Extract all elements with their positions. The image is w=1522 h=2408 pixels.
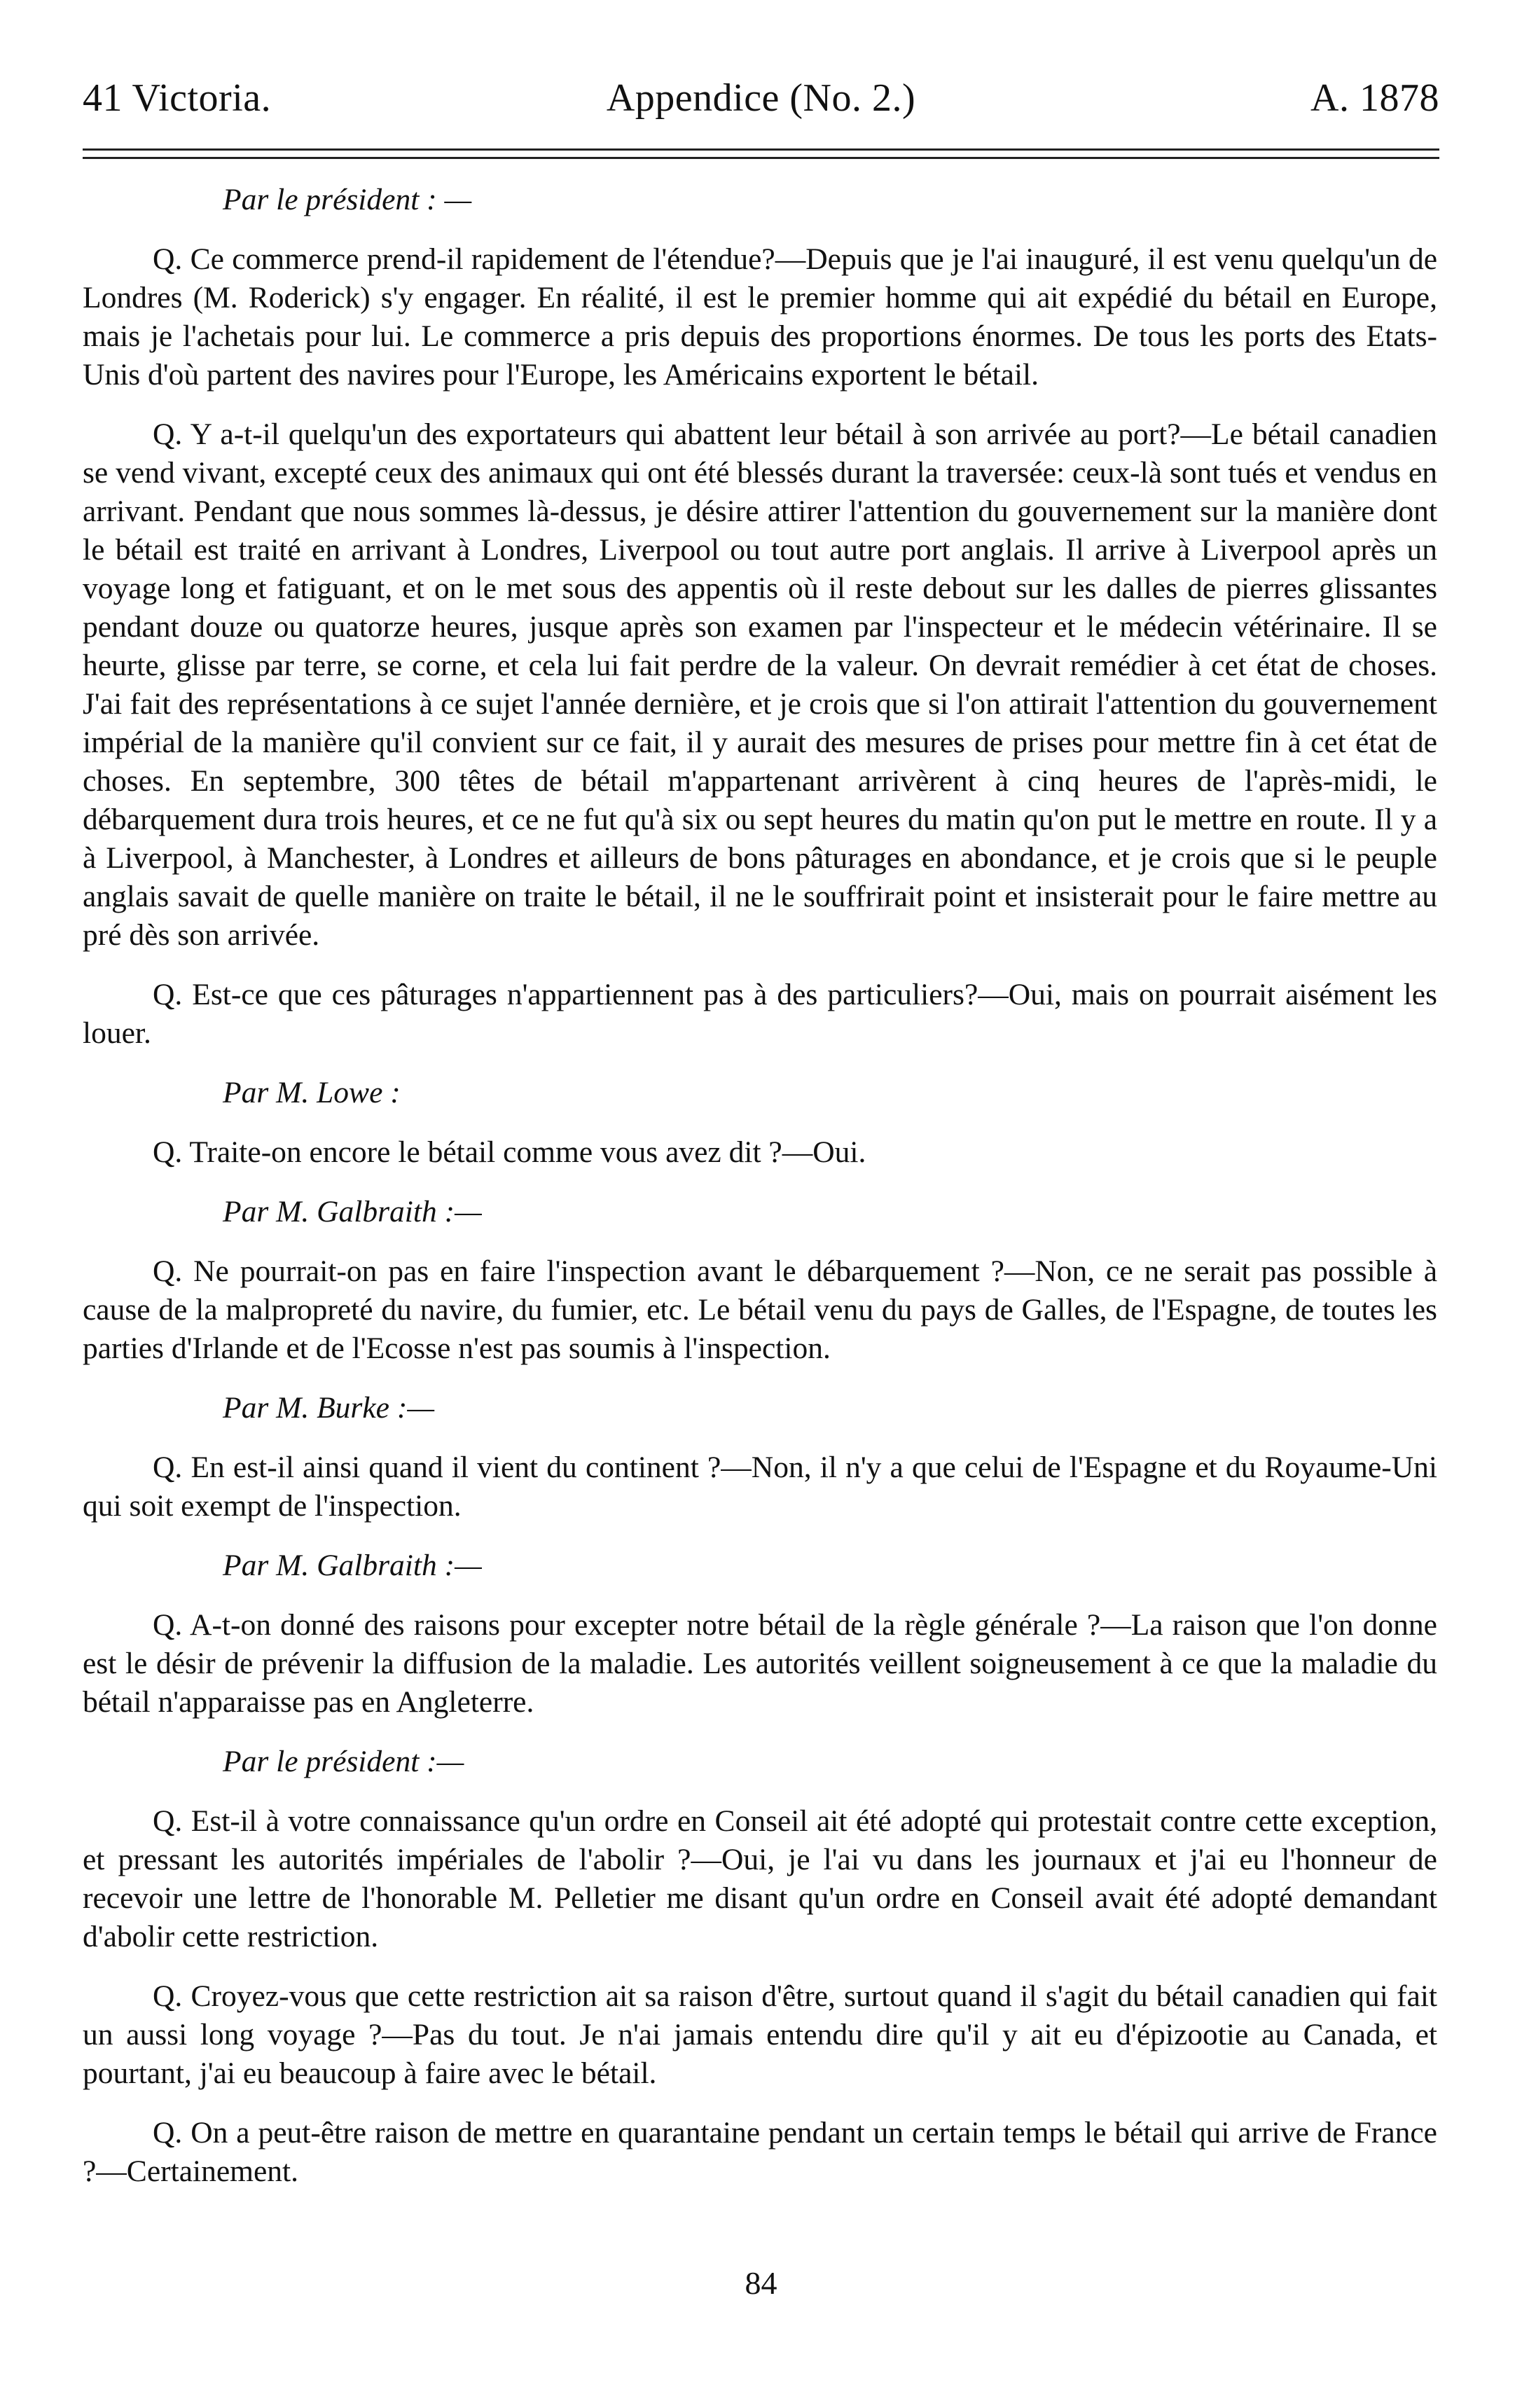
speaker-heading: Par le président :— bbox=[223, 1745, 464, 1778]
speaker-heading: Par M. Burke :— bbox=[223, 1391, 435, 1425]
header-year: A. 1878 bbox=[1310, 76, 1439, 120]
question-answer: Q. A-t-on donné des raisons pour excepter notre bétail de la règle générale ?—La raison que l'on donne est le désir de prévenir la diffusion de la maladie. Les autorités veillent soigneusement à ce que la maladie du bétail n'apparaisse pas en Angleterre. bbox=[83, 1608, 1437, 1719]
running-header bbox=[83, 76, 1439, 125]
page-number: 84 bbox=[745, 2265, 777, 2301]
question-answer: Q. Croyez-vous que cette restriction ait sa raison d'être, surtout quand il s'agit du bétail canadien qui fait un aussi long voyage ?—Pas du tout. Je n'ai jamais entendu dire qu'il y ait eu d'épizootie au Canada, et pourtant, j'ai eu beaucoup à faire avec le bétail. bbox=[83, 1979, 1437, 2090]
page-body bbox=[83, 181, 1437, 2212]
header-appendix: Appendice (No. 2.) bbox=[606, 76, 916, 120]
question-answer: Q. Y a-t-il quelqu'un des exportateurs qui abattent leur bétail à son arrivée au port?—Le bétail canadien se vend vivant, excepté ceux des animaux qui ont été blessés durant la traversée: ceux-là sont tués et vendus en arrivant. Pendant que nous sommes là-dessus, je désire attirer l'attention du gouvernement sur la manière dont le bétail est traité en arrivant à Londres, Liverpool ou tout autre port anglais. Il arrive à Liverpool après un voyage long et fatiguant, et on le met sous des appentis où il reste debout sur les dalles de pierres glissantes pendant douze ou quatorze heures, jusque après son examen par l'inspecteur et le médecin vétérinaire. Il se heurte, glisse par terre, se corne, et cela lui fait perdre de la valeur. On devrait remédier à cet état de choses. J'ai fait des représentations à ce sujet l'année dernière, et je crois que si l'on attirait l'attention du gouvernement impérial de la manière qu'il convient sur ce fait, il y aurait des mesures de prises pour mettre fin à cet état de choses. En septembre, 300 têtes de bétail m'appartenant arrivèrent à cinq heures de l'après-midi, le débarquement dura trois heures, et ce ne fut qu'à six ou sept heures du matin qu'on put le mettre en route. Il y a à Liverpool, à Manchester, à Londres et ailleurs de bons pâturages en abondance, et je crois que si le peuple anglais savait de quelle manière on traite le bétail, il ne le souffrirait point et insisterait pour le faire mettre au pré dès son arrivée. bbox=[83, 417, 1437, 952]
question-answer: Q. On a peut-être raison de mettre en quarantaine pendant un certain temps le bétail qui arrive de France ?—Certainement. bbox=[83, 2116, 1437, 2188]
speaker-heading: Par M. Galbraith :— bbox=[223, 1549, 482, 1582]
header-volume: 41 Victoria. bbox=[83, 76, 272, 120]
speaker-heading: Par M. Galbraith :— bbox=[223, 1195, 482, 1229]
header-rule-top bbox=[83, 148, 1439, 151]
question-answer: Q. Ce commerce prend-il rapidement de l'étendue?—Depuis que je l'ai inauguré, il est venu quelqu'un de Londres (M. Roderick) s'y engager. En réalité, il est le premier homme qui ait expédié du bétail en Europe, mais je l'achetais pour lui. Le commerce a pris depuis des proportions énormes. De tous les ports des Etats-Unis d'où partent des navires pour l'Europe, les Américains exportent le bétail. bbox=[83, 242, 1437, 392]
question-answer: Q. Est-ce que ces pâturages n'appartiennent pas à des particuliers?—Oui, mais on pourrait aisément les louer. bbox=[83, 978, 1437, 1050]
speaker-heading: Par M. Lowe : bbox=[223, 1076, 401, 1109]
header-rule-bottom bbox=[83, 157, 1439, 159]
question-answer: Q. Ne pourrait-on pas en faire l'inspection avant le débarquement ?—Non, ce ne serait pas possible à cause de la malpropreté du navire, du fumier, etc. Le bétail venu du pays de Galles, de l'Espagne, de toutes les parties d'Irlande et de l'Ecosse n'est pas soumis à l'inspection. bbox=[83, 1254, 1437, 1365]
question-answer: Q. Traite-on encore le bétail comme vous avez dit ?—Oui. bbox=[153, 1135, 866, 1169]
question-answer: Q. Est-il à votre connaissance qu'un ordre en Conseil ait été adopté qui protestait contre cette exception, et pressant les autorités impériales de l'abolir ?—Oui, je l'ai vu dans les journaux et j'ai eu l'honneur de recevoir une lettre de l'honorable M. Pelletier me disant qu'un ordre en Conseil avait été adopté demandant d'abolir cette restriction. bbox=[83, 1804, 1437, 1953]
question-answer: Q. En est-il ainsi quand il vient du continent ?—Non, il n'y a que celui de l'Espagne et du Royaume-Uni qui soit exempt de l'inspection. bbox=[83, 1451, 1437, 1523]
speaker-heading: Par le président : — bbox=[223, 183, 472, 216]
